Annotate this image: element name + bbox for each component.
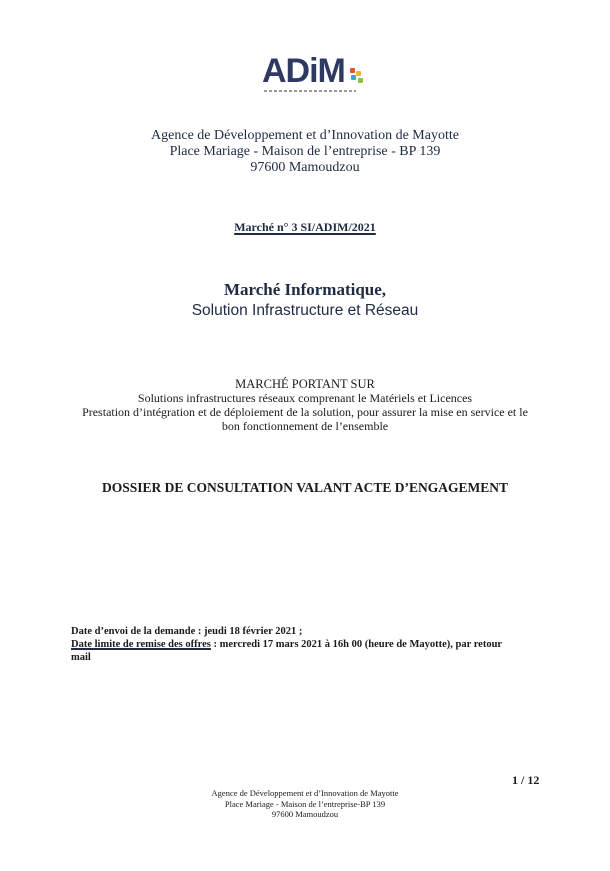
page-number: 1 / 12 [512,773,540,787]
scope-heading: MARCHÉ PORTANT SUR [235,377,375,391]
footer-street: Place Mariage - Maison de l’entreprise-BP 139 [224,798,386,809]
document-subtitle: Solution Infrastructure et Réseau [191,302,419,319]
footer-address [0,788,610,820]
dossier-title: DOSSIER DE CONSULTATION VALANT ACTE D’ENGAGEMENT [102,480,508,495]
agency-street: Place Mariage - Maison de l’entreprise - BP 139 [169,144,441,159]
scope-line: bon fonctionnement de l’ensemble [221,419,389,433]
deadline-value: : mercredi 17 mars 2021 à 16h 00 (heure de Mayotte), par retour [210,639,503,650]
footer-city: 97600 Mamoudzou [271,809,339,819]
footer-agency-name: Agence de Développement et d’Innovation de Mayotte [211,788,399,798]
scope-line: Prestation d’intégration et de déploiement de la solution, pour assurer la mise en service et le [82,405,528,419]
deadline-label: Date limite de remise des offres [71,639,211,650]
send-date: Date d’envoi de la demande : jeudi 18 février 2021 ; [71,626,303,637]
logo-tagline [264,90,356,92]
agency-name: Agence de Développement et d’Innovation de Mayotte [151,128,459,143]
dates-block [71,625,551,664]
marche-number: Marché n° 3 SI/ADIM/2021 [234,220,376,234]
agency-address [0,128,610,176]
document-title: Marché Informatique, [223,280,387,299]
agency-city: 97600 Mamoudzou [250,160,360,175]
deadline-continuation: mail [71,652,91,663]
logo-dots-icon [350,68,368,86]
scope-line: Solutions infrastructures réseaux comprenant le Matériels et Licences [137,391,473,405]
logo-text: ADiM [262,52,345,90]
marche-scope [0,377,610,433]
adim-logo [262,52,372,98]
deadline-date [71,638,551,651]
